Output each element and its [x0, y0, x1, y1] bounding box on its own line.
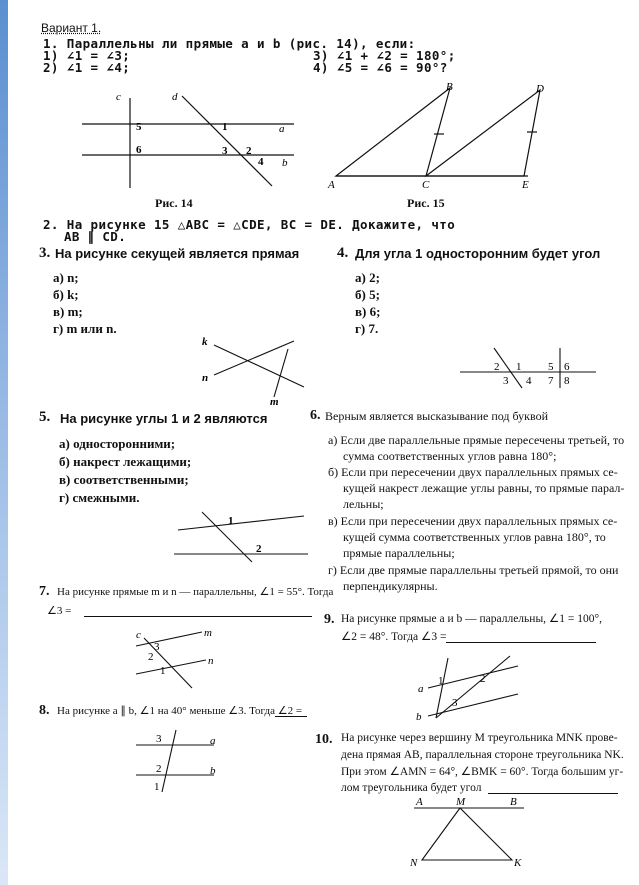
q6-c-line-2: кущей сумма соответственных углов равна 180°, то: [343, 530, 606, 544]
q4-label-5: 5: [548, 361, 554, 373]
q3-option-d: г) m или n.: [53, 321, 117, 336]
q6-b-line-1: б) Если при пересечении двух параллельных прямых се-: [328, 465, 618, 479]
fig14-label-1: 1: [222, 121, 228, 133]
q9-line-2: ∠2 = 48°. Тогда ∠3 =: [341, 631, 447, 643]
q7-label-2: 2: [148, 651, 154, 663]
q3-label-k: k: [202, 336, 208, 348]
fig14-label-d: d: [172, 91, 178, 103]
fig14-label-6: 6: [136, 144, 142, 156]
q6-c-line-1: в) Если при пересечении двух параллельных прямых се-: [328, 514, 618, 528]
q9-label-2: 2: [480, 673, 486, 685]
q9-number: 9.: [324, 612, 335, 627]
q7-number: 7.: [39, 584, 50, 599]
q4-option-a: а) 2;: [355, 270, 380, 285]
q4-label-8: 8: [564, 375, 570, 387]
q1-option-4: 4) ∠5 = ∠6 = 90°?: [313, 60, 448, 75]
q1-option-1: 1) ∠1 = ∠3;: [43, 48, 131, 63]
q5-number: 5.: [39, 409, 51, 425]
fig15-caption: Рис. 15: [407, 196, 445, 210]
q9-label-b: b: [416, 711, 422, 723]
q7-label-1: 1: [160, 665, 166, 677]
q5-option-a: а) односторонними;: [59, 436, 176, 451]
q9-label-1: 1: [438, 675, 444, 687]
q5-option-c: в) соответственными;: [59, 472, 189, 487]
q9-line-1: На рисунке прямые a и b — параллельны, ∠1 = 100°,: [341, 613, 602, 625]
q10-label-B: B: [510, 796, 517, 808]
q5-title: На рисунке углы 1 и 2 являются: [60, 411, 268, 426]
q10-label-K: K: [514, 857, 522, 869]
q9-label-3: 3: [452, 697, 458, 709]
q9-answer-blank[interactable]: [446, 642, 596, 643]
q5-option-b: б) накрест лежащими;: [59, 454, 192, 469]
q4-option-b: б) 5;: [355, 287, 380, 302]
q10-line-4: лом треугольника будет угол: [341, 782, 482, 794]
q1-title: 1. Параллельны ли прямые a и b (рис. 14), если:: [43, 36, 416, 51]
fig14-label-a: a: [279, 123, 285, 135]
fig14-label-4: 4: [258, 156, 264, 168]
q10-label-N: N: [410, 857, 418, 869]
q10-line-1: На рисунке через вершину M треугольника MNK прове-: [341, 732, 618, 744]
q8-label-a: a: [210, 735, 216, 747]
fig14-label-c: c: [116, 91, 121, 103]
q6-title: Верным является высказывание под буквой: [325, 409, 549, 423]
q2-line-2: AB ∥ CD.: [64, 229, 127, 244]
fig14-label-3: 3: [222, 145, 228, 157]
q2-line-1: 2. На рисунке 15 △ABC = △CDE, BC = DE. Докажите, что: [43, 217, 456, 232]
q4-option-d: г) 7.: [355, 321, 379, 336]
q7-answer-blank[interactable]: [84, 616, 312, 617]
q4-option-c: в) 6;: [355, 304, 381, 319]
q4-title: Для угла 1 односторонним будет угол: [355, 246, 601, 261]
q8-text: На рисунке a ∥ b, ∠1 на 40° меньше ∠3. Тогда ∠2 =: [57, 705, 303, 717]
q7-line-2: ∠3 =: [47, 605, 72, 617]
variant-title: Вариант 1.: [41, 21, 102, 35]
q3-figure: [194, 335, 324, 408]
q10-number: 10.: [315, 732, 333, 747]
q6-d-line-1: г) Если две прямые параллельны третьей прямой, то они: [328, 563, 619, 577]
q6-b-line-2: кущей накрест лежащие углы равны, то прямые парал-: [343, 481, 625, 495]
q7-label-c: c: [136, 629, 141, 641]
q1-option-2: 2) ∠1 = ∠4;: [43, 60, 131, 75]
q6-a-line-1: а) Если две параллельные прямые пересечены третьей, то: [328, 433, 625, 447]
q4-label-3: 3: [503, 375, 509, 387]
q8-label-2: 2: [156, 763, 162, 775]
q6-a-line-2: сумма соответственных углов равна 180°;: [343, 449, 557, 463]
q7-figure: [132, 626, 242, 692]
fig15-label-E: E: [522, 179, 529, 191]
q8-answer-blank[interactable]: [275, 716, 307, 717]
q3-option-c: в) m;: [53, 304, 83, 319]
q7-label-m: m: [204, 627, 212, 639]
q10-line-2: дена прямая AB, параллельная стороне треугольника NK.: [341, 749, 624, 761]
q1-option-3: 3) ∠1 + ∠2 = 180°;: [313, 48, 456, 63]
q4-figure: [458, 342, 608, 392]
q6-d-line-2: перпендикулярны.: [343, 579, 438, 593]
fig14-label-5: 5: [136, 121, 142, 133]
q5-option-d: г) смежными.: [59, 490, 140, 505]
q4-number: 4.: [337, 245, 349, 261]
window-edge: [0, 0, 8, 885]
q8-label-3: 3: [156, 733, 162, 745]
q6-b-line-3: лельны;: [343, 497, 384, 511]
fig14-label-b: b: [282, 157, 288, 169]
q5-figure: [172, 508, 322, 564]
q4-label-4: 4: [526, 375, 532, 387]
q8-number: 8.: [39, 703, 50, 718]
q10-line-3: При этом ∠AMN = 64°, ∠BMK = 60°. Тогда большим уг-: [341, 766, 624, 778]
q10-label-M: M: [456, 796, 466, 808]
worksheet-page: [14, 0, 639, 885]
q3-option-a: а) n;: [53, 270, 79, 285]
figure-15: [324, 82, 574, 192]
q9-label-a: a: [418, 683, 424, 695]
q4-label-7: 7: [548, 375, 554, 387]
q3-number: 3.: [39, 245, 51, 261]
q10-label-A: A: [416, 796, 423, 808]
q3-label-m: m: [270, 396, 279, 408]
q3-label-n: n: [202, 372, 209, 384]
q3-title: На рисунке секущей является прямая: [55, 246, 300, 261]
q7-label-n: n: [208, 655, 214, 667]
fig15-label-A: A: [328, 179, 335, 191]
q5-label-1: 1: [228, 515, 234, 527]
q8-label-b: b: [210, 765, 216, 777]
fig15-label-D: D: [536, 83, 544, 95]
q8-figure: [134, 728, 224, 798]
q10-figure: [408, 794, 538, 870]
q4-label-6: 6: [564, 361, 570, 373]
q9-figure: [414, 648, 524, 722]
q8-label-1: 1: [154, 781, 160, 793]
q7-label-3: 3: [154, 641, 160, 653]
q7-line-1: На рисунке прямые m и n — параллельны, ∠1 = 55°. Тогда: [57, 586, 334, 598]
q3-option-b: б) k;: [53, 287, 79, 302]
q6-number: 6.: [310, 408, 321, 423]
q4-label-1: 1: [516, 361, 522, 373]
fig15-label-B: B: [446, 81, 453, 93]
fig14-caption: Рис. 14: [155, 196, 193, 210]
q5-label-2: 2: [256, 543, 262, 555]
fig15-label-C: C: [422, 179, 430, 191]
q6-c-line-3: прямые параллельны;: [343, 546, 455, 560]
figure-14: [74, 88, 314, 198]
fig14-label-2: 2: [246, 145, 252, 157]
q4-label-2: 2: [494, 361, 500, 373]
